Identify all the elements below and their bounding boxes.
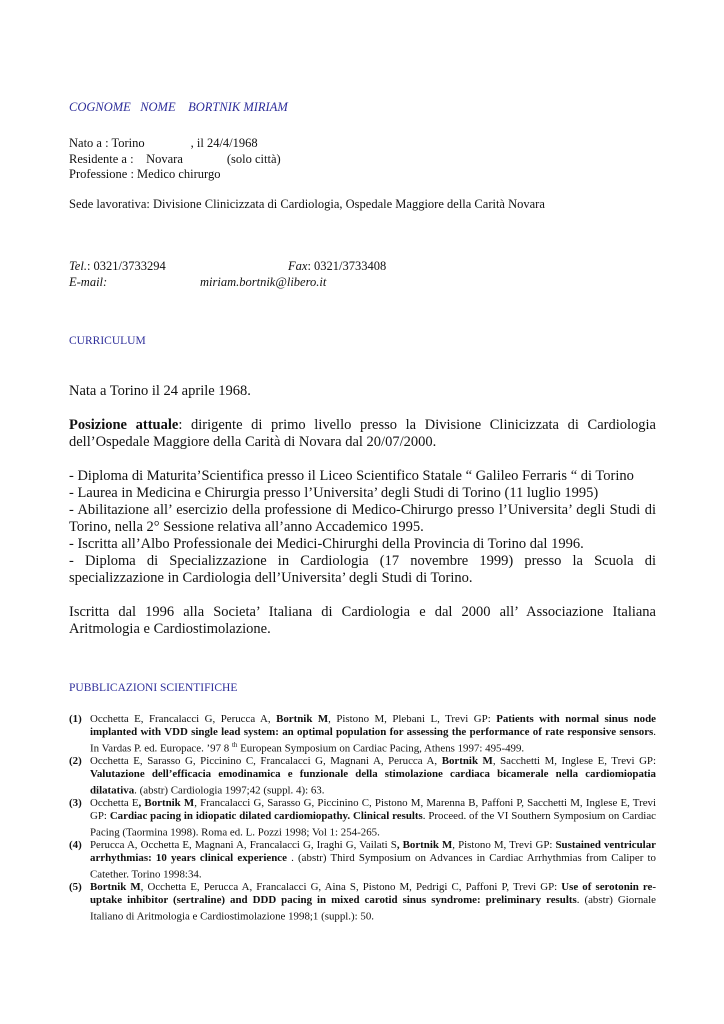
publication-sup: th (231, 740, 238, 749)
publication-mid: , Pistono M, Plebani L, Trevi GP: (328, 713, 497, 725)
publication-title-bold: Valutazione dell’efficacia emodinamica e funzionale della stimolazione cardiaca bicamerale nella cardiomiopatia dilatativa (90, 767, 656, 797)
publication-title-bold: Sustained ventricular arrhythmias: 10 years clinical experience (90, 839, 656, 864)
profession: Professione : Medico chirurgo (69, 167, 221, 181)
publication-number: (1) (69, 713, 82, 725)
publication-mid: , Francalacci G, Sarasso G, Piccinino C, Pistono M, Marenna B, Paffoni P, Sacchetti M, Inglese E, Trevi GP: (90, 797, 657, 822)
publication-number: (3) (69, 797, 82, 810)
publication-number: (2) (69, 755, 82, 768)
publication-title-bold: Use of serotonin re-uptake inhibitor (sertraline) and DDD pacing in mixed carotid sinus syndrome: preliminary results (90, 881, 657, 906)
list-item: - Iscritta all’Albo Professionale dei Medici-Chirurghi della Provincia di Torino dal 1996. (69, 536, 584, 552)
publication-item (69, 839, 656, 881)
publications-list (69, 713, 656, 923)
publication-item (69, 755, 656, 797)
tel-label: Tel. (69, 259, 87, 273)
born-sentence: Nata a Torino il 24 aprile 1968. (69, 383, 251, 399)
publication-post: . (abstr) Cardiologia 1997;42 (suppl. 4): 63. (134, 784, 325, 797)
nome-label: NOME (140, 100, 176, 114)
publication-author-bold: Bortnik M (276, 713, 329, 725)
list-item: - Diploma di Specializzazione in Cardiologia (17 novembre 1999) presso la Scuola di specializzazione in Cardiologia dell’Universita’ degli Studi di Torino. (69, 553, 656, 586)
publication-mid: , Sacchetti M, Inglese E, Trevi GP: (492, 755, 657, 768)
fax-label: Fax (288, 259, 308, 273)
full-name: BORTNIK MIRIAM (188, 100, 288, 114)
list-item: - Laurea in Medicina e Chirurgia presso l’Universita’ degli Studi di Torino (11 luglio 1995) (69, 485, 599, 501)
publication-number: (4) (69, 839, 82, 852)
education-list (69, 468, 656, 587)
email-value[interactable]: miriam.bortnik@libero.it (200, 274, 327, 289)
publication-mid: , Pistono M, Trevi GP: (452, 839, 556, 852)
cognome-label: COGNOME (69, 100, 131, 114)
publication-text (90, 881, 656, 923)
curriculum-title: CURRICULUM (69, 335, 146, 347)
publication-title-bold: Patients with normal sinus node implanted with VDD single lead system: an optimal population for assessing the performance of rate responsive sensors (90, 713, 657, 738)
publication-number: (5) (69, 881, 82, 894)
list-item: - Abilitazione all’ esercizio della professione di Medico-Chirurgo presso l’Universita’ degli Studi di Torino, nella 2° Sessione relativa all’anno Accademico 1995. (69, 502, 656, 535)
personal-info (69, 136, 669, 212)
position-paragraph (69, 417, 656, 451)
born-label: Nato a : Torino (69, 136, 145, 150)
contacts (69, 259, 669, 290)
publications-title: PUBBLICAZIONI SCIENTIFICHE (69, 682, 238, 694)
curriculum-body (69, 383, 656, 638)
email-label: E-mail: (69, 274, 108, 289)
workplace: Sede lavorativa: Divisione Clinicizzata di Cardiologia, Ospedale Maggiore della Carità Novara (69, 196, 545, 211)
publication-pre: Occhetta E (90, 797, 139, 810)
born-date: , il 24/4/1968 (190, 136, 258, 150)
publication-post: . (abstr) Third Symposium on Advances in Cardiac Arrhythmias from Caliper to Catether. Torino 1998:34. (90, 851, 656, 881)
publication-mid: , Occhetta E, Perucca A, Francalacci G, Aina S, Pistono M, Pedrigi C, Paffoni P, Trevi GP: (140, 881, 562, 894)
publication-author-bold: , Bortnik M (138, 797, 195, 810)
publication-item (69, 797, 656, 839)
position-label: Posizione attuale (69, 417, 179, 433)
resident-city: Novara (146, 151, 183, 166)
publication-post2: European Symposium on Cardiac Pacing, Athens 1997: 495-499. (237, 742, 525, 755)
list-item: - Diploma di Maturita’Scientifica presso il Liceo Scientifico Statale “ Galileo Ferraris “ di Torino (69, 468, 634, 484)
fax-value: : 0321/3733408 (307, 259, 387, 273)
publication-text (90, 755, 656, 797)
publication-post: . In Vardas P. ed. Europace. ’97 8 (90, 725, 656, 755)
publication-text (90, 797, 656, 839)
publication-item (69, 881, 656, 923)
publication-author-bold: Bortnik M (441, 755, 493, 768)
publication-item (69, 713, 656, 755)
publication-pre: Occhetta E, Sarasso G, Piccinino C, Francalacci G, Magnani A, Perucca A, (90, 755, 442, 768)
publication-author-bold: Bortnik M (90, 881, 141, 894)
publication-post: . (abstr) Giornale Italiano di Aritmologia e Cardiostimolazione 1998;1 (suppl.): 50. (90, 893, 656, 923)
publication-author-bold: , Bortnik M (396, 839, 453, 852)
resident-label: Residente a : (69, 151, 134, 166)
publication-post: . Proceed. of the VI Southern Symposium on Cardiac Pacing (Taormina 1998). Roma ed. L. Pozzi 1998; Vol 1: 254-265. (90, 809, 656, 839)
position-text: : dirigente di primo livello presso la Divisione Clinicizzata di Cardiologia dell’Ospedale Maggiore della Carità di Novara dal 20/07/2000. (69, 417, 656, 450)
tel-value: : 0321/3733294 (86, 259, 166, 273)
name-header (69, 100, 288, 115)
publication-text (90, 713, 656, 755)
publication-text (90, 839, 656, 881)
publication-title-bold: Cardiac pacing in idiopatic dilated cardiomiopathy. Clinical results (109, 809, 423, 822)
society-paragraph: Iscritta dal 1996 alla Societa’ Italiana di Cardiologia e dal 2000 all’ Associazione Italiana Aritmologia e Cardiostimolazione. (69, 604, 656, 637)
resident-note: (solo città) (226, 151, 281, 166)
publication-pre: Perucca A, Occhetta E, Magnani A, Francalacci G, Iraghi G, Vailati S (90, 839, 397, 852)
publication-pre: Occhetta E, Francalacci G, Perucca A, (90, 713, 277, 725)
